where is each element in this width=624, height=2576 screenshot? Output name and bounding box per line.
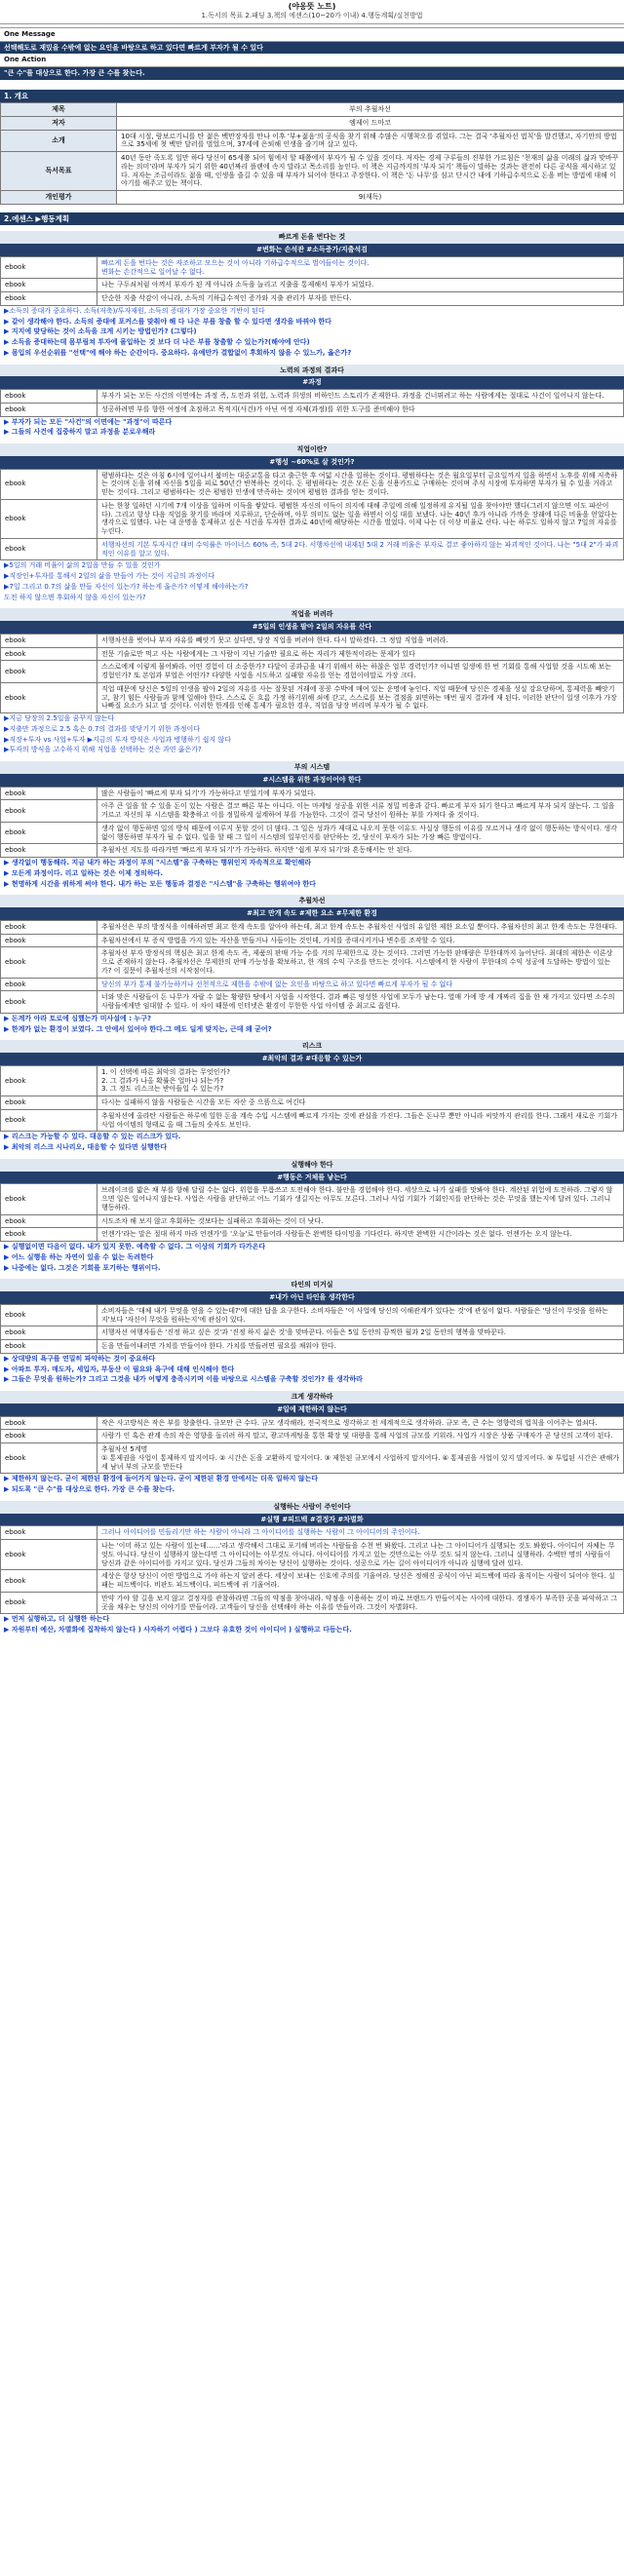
quote-row [1,292,624,306]
essence-block [0,443,624,602]
block-table [0,469,624,561]
block-title: 노력의 과정의 결과다 [0,365,624,377]
quote-row [1,947,624,978]
quote-row [1,538,624,560]
block-subtitle: #변화는 손석관 #소득증가/지출석검 [0,244,624,256]
source-label: ebook [1,1326,98,1340]
source-label: ebook [1,920,98,934]
essence-block [0,761,624,889]
block-subtitle: #행동은 거체를 낳는다 [0,1172,624,1184]
source-label: ebook [1,682,98,712]
block-subtitle: #내가 아닌 타인을 생각한다 [0,1291,624,1304]
block-subtitle: #실행 #피드백 #결정자 #차별화 [0,1514,624,1526]
essence-block [0,1159,624,1274]
source-label: ebook [1,256,98,279]
action-note: ▶ 현명하게 시간을 쿼하게 써야 한다. 내가 하는 모든 행동과 결정은 "시스템"을 구축하는 행위여야 한다 [4,879,316,888]
quote-row [1,1416,624,1430]
essence-section [0,212,624,1635]
action-note: ▶ 생각없이 행동해라. 지금 내가 하는 과정이 부의 "시스템"을 구축하는 행위인지 자속적으로 확인해라 [4,859,312,866]
one-message-label: One Message [0,27,624,42]
action-note: ▶ 그들의 사건에 집중하지 말고 과정을 분로우해라 [4,428,156,437]
essence-block [0,1279,624,1385]
block-title: 리스크 [0,1040,624,1053]
quote-row [1,1214,624,1228]
quote-text: 너와 맞은 사람들이 돈 나무가 자랄 수 없는 황량한 땅에서 사업을 시작한다. 결과 빠른 엉성한 사업에 모두가 남는다. 열매 가에 방 세 개짜리 집을 한 채 가지고 있다면 소수의 사람들에게만 임대할 수 있다. 이 차이 때문에 인터넷은 환경이 무한한 사업 아이템 중 최고로 꼽힌다. [98,991,624,1014]
quote-text: 작은 사고방식은 작은 부를 창출한다. 규모만 큰 수다. 규모 생각해라, 전국적으로 생각하고 전 세계적으로 생각하라. 규모 즉, 큰 수는 영향력의 법칙을 이어주는 열쇠다. [98,1416,624,1430]
source-label: ebook [1,934,98,947]
source-label: ebook [1,538,98,560]
quote-row [1,634,624,647]
block-table [0,1304,624,1354]
action-note: ▶ 제한하지 않는다. 굳이 제한된 환경에 들어가지 않는다. 굳이 제한된 환경 안에서는 더욱 일하지 않는다 [4,1475,319,1483]
source-label: ebook [1,1065,98,1096]
one-message [0,27,624,55]
block-title: 부의 시스템 [0,761,624,774]
source-label: ebook [1,403,98,416]
block-subtitle: #과정 [0,376,624,389]
quote-row [1,390,624,404]
one-message-text: 선택해도로 재밌을 수밖에 없는 요인을 바탕으로 하고 있다면 빠르게 부자가 될 수 있다 [0,42,624,55]
quote-row [1,1540,624,1570]
block-table [0,1065,624,1133]
source-label: ebook [1,1592,98,1614]
quote-row [1,1592,624,1614]
overview-row [1,191,624,205]
page-subtitle: 1.독서의 목표 2.패딩 3.책의 에센스(10~20가 이내) 4.행동계획/실천방법 [201,12,423,19]
action-note: ▶ 돈계가 아라 토로에 심했는가 미사설에 : 누구? [4,1014,152,1022]
quote-row [1,1570,624,1593]
overview-value: 40년 동안 죽도록 일만 하다 당신이 65세쯤 되어 힘에서 할 때쯤에서 부자가 될 수 있을 것이다. 저자는 경제 구루들의 진부한 가르침은 '천재의 삶을 미래의 삶과 맞바꾸라는 의미'라며 부자가 되기 위한 40년짜리 플랜에 속지 말라고 목소리를 높인다. 이 책은 지금까지의 '부자 되기' 책들이 말하는 것과는 완전히 다른 공식을 제시하고 있다. 저자는 조금이라도 젊을 때, 인생을 즐길 수 있을 때 부자가 되어야 한다고 주장한다. 이 책은 '돈 나무'를 심고 단시간 내에 기하급수적으로 돈을 버는 방법에 대해 이야기를 해주고 있는 책이다. [117,152,624,191]
quote-text: 당신의 부가 통제 불가능하거나 선천적으로 제한을 수밖에 없는 요인을 바탕으로 하고 있다면 빠르게 부자가 될 수 없다 [98,978,624,991]
source-label: ebook [1,1228,98,1242]
block-title: 직업을 버려라 [0,608,624,621]
block-title: 실행해야 한다 [0,1159,624,1172]
overview-row [1,152,624,191]
source-label: ebook [1,292,98,306]
quote-row [1,1340,624,1354]
block-title: 실행하는 사람이 주인이다 [0,1501,624,1514]
source-label: ebook [1,390,98,404]
block-title: 직업이란? [0,443,624,456]
action-note: 도전 하지 않으면 후회하지 않을 자신이 있는가? [4,593,146,601]
quote-text: 추월차선 5계명 ① 통제권을 사업이 통제하지 말지어다. ② 시간은 돈을 교환하지 말지어다. ③ 제한된 규모에서 사업하지 말지어다. ④ 통제권을 사업이 있지 말지어다. ⑤ 투입된 시간은 관해가 세 남녀 부의 규모를 만든다 [98,1443,624,1474]
quote-row [1,682,624,712]
overview-key: 소개 [1,130,117,152]
quote-row [1,1304,624,1326]
block-subtitle: #최고 만개 속도 #제한 요소 #무제한 환경 [0,907,624,920]
source-label: ebook [1,1096,98,1110]
action-note: ▶ 자원부터 예산, 차별화에 집착하지 않는다 ) 사자하기 어렵다 ) 그보다 유효한 것이 아이디어 ) 실행하고 다듬는다. [4,1626,352,1634]
block-table [0,1183,624,1242]
action-note: ▶7일 그리고 0.7의 삶을 만들 자신이 있는가? 하는게 옳은가? 어떻게 해야하는가? [4,582,249,591]
action-note: ▶지출만 과정으로 2.5 혹은 0.7의 결과를 맞닿기기 위한 과정이다 [4,724,200,733]
action-note: ▶ 같이 생각해야 한다. 소득의 증대에 포커스를 맞춰야 해 다 나은 부를 창출 할 수 있다면 생각을 바꿔야 한다 [4,317,332,326]
quote-row [1,1526,624,1540]
overview-table [0,102,624,205]
source-label: ebook [1,1570,98,1593]
essence-block [0,365,624,439]
quote-row [1,822,624,844]
quote-text: 단순한 지출 삭감이 아니라, 소득의 기하급수적인 증가와 지출 관리가 부자를 만든다. [98,292,624,306]
action-note: ▶ 나중에는 없다. 그것은 기회를 포기하는 행위이다. [4,1263,161,1272]
overview-value: 부의 추월차선 [117,103,624,117]
action-note: ▶ 그들은 무엇을 원하는가? 그리고 그것을 내가 어떻게 충족시키며 이를 바탕으로 시스템을 구축할 것인가? 를 생각하라 [4,1375,363,1384]
quote-text: 언젠가'라는 말은 절대 하지 마라 언젠가'를 '오늘'로 만들어라 사람들은 완벽한 타이밍을 기다린다. 하지만 완벽한 시간이라는 것은 없다. 언젠가는 오지 않는다. [98,1228,624,1242]
action-note: ▶5일의 거래 비율이 삶의 2일을 만들 수 있을 것인가 [4,561,161,570]
quote-text: 나는 구두쇠처럼 아껴서 부자가 된 게 아니라 소득을 늘리고 지출을 통제해서 부자가 되었다. [98,279,624,292]
quote-text: 나는 '이미 하고 있는 사람이 있는데……'라고 생각해서 그대로 포기해 버리는 사람들을 수천 번 봐왔다. 그리고 나는 그 아이디어가 실행되는 것도 봐왔다. 아이디어 자체는 무엇도 아니다. 당신이 실행하지 않는다면 그 아이디어는 아무것도 아니다. 아이디어를 가지고 있는 것만으로는 아무 것도 되지 않는다. 그러니 실행하라. 수백만 명의 사람들이 당신과 같은 아이디어를 가지고 있다. 당신과 그들의 차이는 당신이 실행하는 것이다. 성공으로 가는 길이 아이디어가 아니라 실행에 달려 있다. [98,1540,624,1570]
source-label: ebook [1,279,98,292]
quote-row [1,499,624,538]
quote-row [1,661,624,683]
source-label: ebook [1,800,98,823]
block-subtitle: #일에 제한하지 않는다 [0,1403,624,1416]
quote-text: 1. 이 선택에 따른 최악의 결과는 무엇인가? 2. 그 결과가 나올 확률은 얼마나 되는가? 3. 그 정도 리스크는 받아들일 수 있는가? [98,1065,624,1096]
quote-text: 빠르게 돈을 번다는 것은 자조하고 모으는 것이 아니라 기하급수적으로 벌어들이는 것이다. 변화는 손간적으로 일어날 수 없다. [98,256,624,279]
source-label: ebook [1,991,98,1014]
quote-row [1,1184,624,1214]
quote-row [1,279,624,292]
source-label: ebook [1,1526,98,1540]
source-label: ebook [1,1540,98,1570]
quote-row [1,991,624,1014]
essence-block [0,231,624,358]
action-note: ▶ 모든게 과정이다. 리고 일하는 것은 이제 정의하다. [4,868,164,877]
quote-text: 추월차선은 부의 방정식을 이해하려면 최고 한계 속도를 알아야 하는데, 최고 한계 속도는 추월차선 사업의 유일한 제한 요소일 뿐이다. 추월차선의 최고 한계 속도는 무한대다. [98,920,624,934]
source-label: ebook [1,947,98,978]
quote-text: 직업 때문에 당신은 5일의 인생을 팔아 2일의 자유를 사는 잘못된 거래에 꽁꽁 수박에 매여 있는 운명에 놓인다. 직업 때문에 당신은 경제을 성실 강요당하며, 통제력을 빼앗기고, 참기 힘든 사람들과 함께 일해야 한다. 스스로 돈 흐름 가정 하기위해 쇠에 갇고, 스스로를 보는 결점을 외면하는 매번 필지 결과에 재 된다. 이러한 판단이 일생 이후가 가장 나빠질 요소가 되고 말 것이다. 이러한 한계를 인해 통제가 필요한 경우, 직업을 당장 버리며 부자가 될 수 없다. [98,682,624,712]
source-label: ebook [1,1184,98,1214]
action-note: ▶ 한계가 없는 환경이 보였다. 그 안에서 있어야 한다.그 메도 딜게 맞지는, 근데 왜 굳어? [4,1024,272,1033]
overview-value: 9(재독) [117,191,624,205]
overview-key: 저자 [1,116,117,130]
block-subtitle: #5일의 인생을 팔아 2일의 자유를 산다 [0,621,624,634]
overview-row [1,130,624,152]
action-note: ▶직장인+투자를 통해서 2일의 삶을 만들어 가는 것이 지금의 과정이다 [4,572,215,580]
overview-value: 10대 시절, 람보르기니를 탄 젊은 백만장자를 만나 이후 '부+젊음'의 공식을 찾기 위해 수많은 시행착오를 겪었다. 그는 결국 '추월차선 법칙'을 발견했고, 자기만의 방법으로 35세에 첫 백만 달러를 벌었으며, 37세에 은퇴해 인생을 즐기며 살고 있다. [117,130,624,152]
action-note: ▶ 어느 실행을 하는 자연이 있을 수 없는 독려한다 [4,1252,154,1261]
quote-text: 생각 없이 행동하면 일의 방식 때문에 이루지 못할 것이 더 많다. 그 일은 성과가 제대로 나오지 못한 이유도 사실상 행동의 이유를 모르거나 생각 없이 행동하는 방식이다. 생각 없이 행동하면 부자가 될 수 없다. 일을 할 때 그 일이 시스템의 일부인지를 판단하는 것, 당신이 부자가 되는 가장 빠른 방법이다. [98,822,624,844]
source-label: ebook [1,978,98,991]
essence-block [0,608,624,755]
quote-text: 서행차선을 벗어나 부자 자유를 빼앗기 못고 싶다면, 당장 직업을 버려야 한다. 다시 말하겠다. 그 정말 직업을 버려라. [98,634,624,647]
block-table [0,389,624,417]
action-note: ▶소득의 증대가 중요하다. 소득(저축)/투자재원, 소득의 증대가 가장 중요한 기반이 된다 [4,306,265,315]
action-note: ▶지금 당장의 2.5일을 꿈꾸지 않는다 [4,714,115,722]
source-label: ebook [1,647,98,661]
quote-text: 평범하다는 것은 아침 6시에 일어나서 붐비는 대중교통을 타고 출근한 후 여덟 시간을 일하는 것이다. 평범하다는 것은 월요일부터 금요일까지 일을 하면서 노후를 위해 저축하는 것이며 돈을 위해 자신을 5일을 피로 50년간 반복하는 것이다. 돈 평범하다는 것은 모든 돈을 신용카드로 구매하는 것이며 주식 시장에 투자하면 부자가 될 수 있을 거라고 믿는 것이다. 그리고 평범하다는 것은 평범한 인생에 만족하는 것이며 평범한 결과를 얻는 것이다. [98,469,624,499]
quote-text: 추월차선에 올라탄 사람들은 하루에 일한 돈을 계속 수입 시스템에 빠르게 가지는 것에 관심을 가진다. 그들은 돈나무 뿐만 아니라 씨앗까지 관리를 한다. 그래서 새로운 기회가 사업 아이템의 형태로 올 때 그들의 숫자도 보인다. [98,1109,624,1132]
quote-text: 전문 기술로만 먹고 사는 사람에게는 그 사람이 지닌 기술만 필요로 하는 자리가 제한적이라는 문제가 있다 [98,647,624,661]
quote-text: 나는 한창 일하던 시기에 7개 이상을 일하며 이득을 쌓았다. 평범한 자신의 이득이 의지에 대해 주일에 의해 일정하게 유지될 일을 찾아야만 했다(그러지 않으면 이도 파산이다). 그리고 항상 다음 직업을 찾기를 바라며 지루하고, 단순하며, 아무 의미도 없는 일을 하면서 이십 대를 보냈다. 나는 40년 후가 아니라 가까운 장래에 다른 비율을 얻었다는 생각으로 일했다. 나는 내 운명을 통제하고 싶은 사건을 투자한 결과로 40년에 해당하는 시간을 벌었다. 이제 나는 더 이상 비율로 산다. 나는 하루도 일하지 않고 7일의 자유를 누린다. [98,499,624,538]
block-subtitle: #시스템을 위한 과정이어야 한다 [0,774,624,787]
quote-row [1,1065,624,1096]
action-note: ▶직장+투자 vs 사업+투자 ▶지금의 투자 방식은 사업과 병행하기 쉽지 않다 [4,735,231,744]
action-note: ▶ 상대방의 욕구를 연밀히 파악하는 것이 중요하다 [4,1354,156,1363]
quote-row [1,800,624,823]
quote-row [1,469,624,499]
quote-row [1,403,624,416]
quote-row [1,1109,624,1132]
source-label: ebook [1,1340,98,1354]
one-action [0,54,624,80]
quote-row [1,256,624,279]
block-title: 빠르게 돈을 번다는 것 [0,231,624,244]
source-label: ebook [1,1443,98,1474]
overview-row [1,103,624,117]
overview-row [1,116,624,130]
essence-block [0,1501,624,1635]
block-table [0,920,624,1014]
quote-text: 성공하려면 부를 향한 여정에 초점하고 목적지(사건)가 아닌 여정 자체(과정)를 위한 도구를 준비해야 한다 [98,403,624,416]
action-note: ▶ 몸입의 우선순위를 "선택"에 해야 하는 순간이다. 중요하다. 유예만가 결합없이 후회하지 않을 수 있느가, 옳은가? [4,348,352,357]
block-title: 타인의 미거실 [0,1279,624,1291]
block-table [0,787,624,859]
action-note: ▶투자의 방식을 고수하지 위해 직업을 선택하는 것은 과연 옳은가? [4,746,202,754]
overview-key: 개인평가 [1,191,117,205]
quote-text: 사람가 인 혹은 관계 속의 작은 영향을 돌리려 하지 말고, 광고마케팅을 통한 확장 및 대량을 통해 사업의 규모를 키워라. 사업가 시장은 상품 구매자가 곧 당신의 고객이 된다. [98,1430,624,1443]
block-table [0,256,624,306]
quote-text: 그러나 아이디어를 민들리기만 하는 사람이 아니라 그 아이디어를 실행하는 사람이 그 아이디어의 주인이다. [98,1526,624,1540]
quote-text: 세상은 항상 당신이 어떤 방법으로 가야 하는지 알려 준다. 세상이 보내는 신호에 주의를 기울여라. 당신은 정해진 공식이 아닌 피드백에 따라 움직이는 사람이 되어야 한다. 실패는 피드백이다. 비판도 피드백이다. 피드백에 귀 기울여라. [98,1570,624,1593]
one-action-text: "큰 수"를 대상으로 한다. 가장 큰 수를 찾는다. [0,67,624,80]
action-note: ▶ 지지에 맞당하는 것이 소득을 크게 시키는 방법인가? (그렇다) [4,327,197,336]
source-label: ebook [1,661,98,683]
quote-row [1,1326,624,1340]
block-table [0,1525,624,1614]
quote-text: 서행차선의 기본 투자시간 대비 수익률은 마이너스 60% 즉, 5대 2다. 서행차선에 내재된 5대 2 거래 비율은 부자로 결코 좋아하지 않는 파괴적인 것이다. 나는 "5대 2"가 파괴적인 이유를 알고 있다. [98,538,624,560]
quote-text: 돈을 만들어내려면 가치를 만들어야 한다. 가치를 만들려면 필요를 채워야 한다. [98,1340,624,1354]
essence-block [0,1391,624,1495]
quote-row [1,647,624,661]
action-note: ▶ 아파트 투자. 매도자, 세입자, 부동산 이 필요와 욕구에 대해 인식해야 한다 [4,1365,235,1373]
overview-value: 엠제이 드마코 [117,116,624,130]
block-table [0,1416,624,1475]
quote-row [1,844,624,858]
quote-text: 소비자들은 '대체 내가 무엇을 얻을 수 있는데?'에 대한 답을 요구한다. 소비자들은 '이 사업에 당신의 이해관계가 있다는 것'에 관심이 없다. 사람들은 '당신이 무엇을 원하는지'보다 '자신이 무엇을 원하는지'에 관심이 있다. [98,1304,624,1326]
quote-text: 추월차선에서 부 증식 방법을 가지 있는 자산을 만들거나 사들이는 것인데, 가치를 증대시키거나 변수를 조작할 수 있다. [98,934,624,947]
quote-text: 다시는 실패하지 않을 사람들은 시간을 모든 자산 중 으뜸으로 여긴다 [98,1096,624,1110]
one-action-label: One Action [0,54,624,67]
quote-text: 브레이크를 밟은 채 부를 향해 달릴 수는 없다. 위험을 무릅쓰고 도전해야 한다. 불안을 경험해야 한다. 세상으로 나가 실패를 맛봐야 한다. 계산된 위험에 도전하라. 그렇지 않으면 일은 일어나지 않는다. 사업은 사람을 판단하고 어느 기회가 생길지는 아무도 모른다. 그러나 사업 기회가 기회인지를 판단하는 것은 무엇을 했는지에 달려 있다. 그러니 행동하라. [98,1184,624,1214]
quote-row [1,1096,624,1110]
quote-text: 추월차선 지도를 따라가면 '빠르게 부자 되기'가 가능하다. 하지만 '쉽게 부자 되기'와 혼동해서는 안 된다. [98,844,624,858]
block-subtitle: #최악의 결과 #대응할 수 있는가 [0,1053,624,1065]
block-table [0,634,624,713]
action-note: ▶ 부자가 되는 모든 "사건"의 이면에는 "과정"이 따른다 [4,417,173,426]
quote-row [1,920,624,934]
action-note: ▶ 리스크는 가능할 수 있다. 대응할 수 있는 리스크가 있다. [4,1133,181,1141]
quote-text: 많은 사람들이 '빠르게 부자 되기'가 가능하다고 믿었기에 부자가 되었다. [98,787,624,800]
action-note: ▶ 최악의 리스크 시나리오, 대응할 수 있다면 실행한다 [4,1143,168,1151]
source-label: ebook [1,1304,98,1326]
essence-heading: 2.에센스 ▶행동계획 [0,212,624,225]
action-note: ▶ 먼저 실행하고, 더 실행한 하는다 [4,1615,110,1624]
quote-text: 부자가 되는 모든 사건의 이면에는 과정 즉, 도전과 위험, 노력과 희생의 비하인드 스토리가 존재한다. 과정을 건너뛰려고 하는 사람에게는 절대로 사건이 일어나지 않는다. [98,390,624,404]
quote-text: 시도조차 해 보지 않고 후회하는 것보다는 실패하고 후회하는 것이 더 낫다. [98,1214,624,1228]
quote-text: 추월차선 부자 방정식의 핵심은 최고 한계 속도 즉, 제품의 판매 가능 수를 거의 무제한으로 갖는 것이다. 그러면 가능한 판매량은 무한대까지 늘어난다. 최대의 제한은 이론상으로 존재하지 않는다. 추월차선은 무제한의 판매 가능성을 확보하고, 한 개의 수익 구조를 만드는 것이다. 시스템에서 한 사람이 무한대의 수익 성공에 도달하는 방법이 있는가? 이 질문이 추월차선의 시작점이다. [98,947,624,978]
source-label: ebook [1,844,98,858]
action-note: ▶ 소득을 증대하는데 몸부림쳐 투자에 몰입하는 것 보다 더 나은 부를 창출할 수 있는가?(해야에 안다) [4,338,310,346]
quote-text: 서행자선 여행자들은 '진정 하고 싶은 것'과 '진정 하지 싫은 것'을 맞바꾼다. 이들은 5일 동안의 끔찍한 월과 2일 동안의 행복을 맞바꾼다. [98,1326,624,1340]
overview-key: 독서목표 [1,152,117,191]
action-note: ▶ 되도록 "큰 수"를 대상으로 한다. 가장 큰 수를 찾는다. [4,1485,176,1493]
essence-block [0,1040,624,1153]
overview-key: 제목 [1,103,117,117]
source-label: ebook [1,822,98,844]
quote-row [1,787,624,800]
source-label: ebook [1,787,98,800]
quote-text: 만약 가야 할 길을 보지 않고 결정자를 관찰하라면 그들의 약점을 찾아내라. 약점을 이용하는 것이 바로 브랜드가 만들어지는 사이에 대한다. 경쟁자가 부족한 곳을 파악하고 그곳을 채우는 당신의 이야기를 만들어라. 고객들이 당신을 선택해야 하는 이유를 만들어라. 그것이 차별화다. [98,1592,624,1614]
source-label: ebook [1,469,98,499]
quote-text: 스스로에게 이렇게 물어봐라. 어떤 경험이 더 소중한가? 다달이 공과금을 내기 위해서 하는 하찮은 업무 경력인가? 아니면 일생에 한 번 기회를 통해 사업할 것을 시도해 보는 경험인가? 또 본업과 부업은 어떤가? 다양한 사업을 시도하고 실패할 자유를 얻는 경험이야말로 가장 크다. [98,661,624,683]
quote-text: 아주 큰 일을 할 수 있을 돈이 있는 사람은 결코 빠른 부는 아니다. 이는 마케팅 성공을 위한 서류 정밀 비용과 같다. 빠르게 부자 되기 한다고 빠르게 부자 되지 않는다. 그 일을 거르고 자신의 부 시스템을 확충하고 이를 정밀하게 설계하여 부를 가늠한다. 그것이 결국 당신이 원하는 부를 가져다 줄 것이다. [98,800,624,823]
quote-row [1,934,624,947]
quote-row [1,978,624,991]
source-label: ebook [1,1109,98,1132]
source-label: ebook [1,1416,98,1430]
action-note: ▶ 실행없이면 다음이 없다. 내가 있지 못한. 예측할 수 없다. 그 이상의 기회가 다가온다 [4,1243,266,1250]
source-label: ebook [1,1430,98,1443]
block-title: 크게 생각하라 [0,1391,624,1403]
source-label: ebook [1,634,98,647]
block-title: 추월차선 [0,895,624,907]
overview-section [0,90,624,205]
quote-row [1,1430,624,1443]
page-title: (야옹뜻 노트) [288,2,336,11]
page-header [0,0,624,24]
overview-heading: 1. 개요 [0,90,624,102]
source-label: ebook [1,1214,98,1228]
block-subtitle: #행성 ~60%로 살 것인가? [0,456,624,469]
essence-blocks [0,231,624,1635]
essence-block [0,895,624,1034]
source-label: ebook [1,499,98,538]
quote-row [1,1228,624,1242]
quote-row [1,1443,624,1474]
